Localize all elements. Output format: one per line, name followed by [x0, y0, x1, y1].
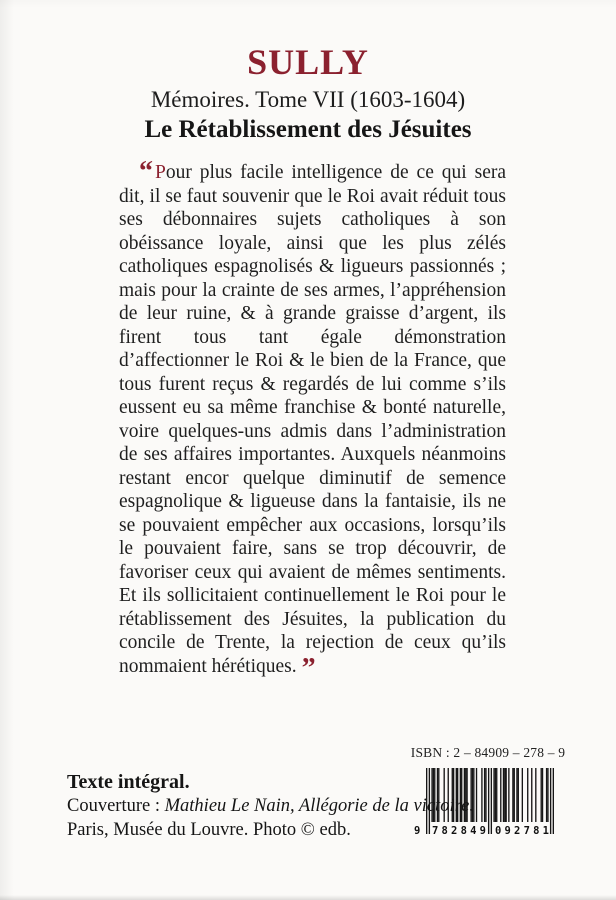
museum-photo-line: Paris, Musée du Louvre. Photo © edb.: [67, 820, 351, 840]
opening-quote-mark: “: [139, 156, 153, 187]
closing-quote-mark: ”: [301, 652, 316, 684]
isbn-label: ISBN : 2 – 84909 – 278 – 9: [410, 745, 566, 760]
excerpt-text: our plus facile intelligence de ce qui sera dit, il se faut souvenir que le Roi avait réduit tous ses débonnaires sujets catholiques à son obéissance loyale, ainsi que les plus zélés catholiques espagnolisés & ligueurs passionnés ; mais pour la crainte de ses armes, l’appréhension de leur ruine, & à grande graisse d’argent, ils firent tous tant égale démonstration d’affectionner le Roi & le bien de la France, que tous furent reçus & regardés de lui comme s’ils eussent eu sa même franchise & bonté naturelle, voire quelques-uns admis dans l’administration de ses affaires importantes. Auxquels néanmoins restant encor quelque diminutif de semence espagnolique & ligueuse dans la fantaisie, ils ne se pouvaient empêcher aux occasions, lorsqu’ils le pouvaient faire, sans se trop découvrir, de favoriser ceux qui avaient de mêmes sentiments. Et ils sollicitaient continuellement le Roi pour le rétablissement des Jésuites, la publication du concile de Trente, la rejection de ceux qu’ils nommaient hérétiques.: [119, 162, 506, 677]
excerpt-lead-letter: P: [155, 162, 166, 183]
barcode-digits-left: 782849: [432, 825, 490, 837]
barcode-digits-right: 092781: [495, 825, 553, 837]
cover-header: [0, 44, 616, 145]
cover-credit-line: [67, 794, 474, 818]
book-series: Mémoires. Tome VII (1603-1604): [150, 86, 466, 112]
cover-credit-artist-title: Mathieu Le Nain, Allégorie de la victoire.: [164, 796, 474, 816]
cover-credit-label: Couverture :: [67, 796, 165, 816]
book-title: Le Rétablissement des Jésuites: [144, 116, 472, 144]
barcode-digit-first: 9: [414, 825, 421, 837]
credits-block: [67, 770, 474, 842]
texte-integral-label: Texte intégral.: [67, 771, 190, 793]
excerpt-block: [119, 156, 506, 684]
book-author: SULLY: [247, 42, 369, 82]
excerpt-paragraph: [119, 156, 506, 684]
